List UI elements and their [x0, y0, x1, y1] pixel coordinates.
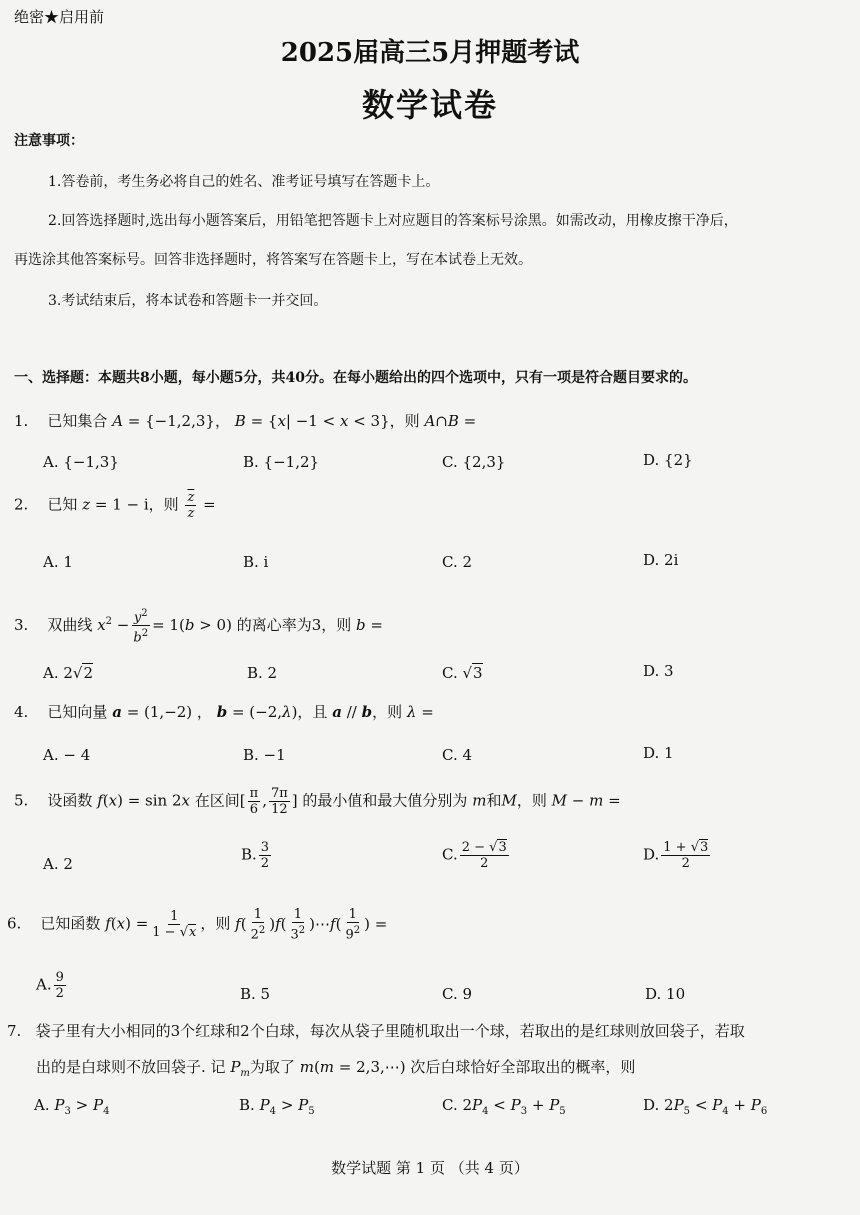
math-expr: b =	[356, 615, 383, 634]
question-number: 4.	[14, 703, 29, 721]
question-text: 已知集合	[47, 412, 108, 430]
question-1	[14, 410, 476, 431]
question-7-line-2	[36, 1056, 635, 1079]
question-number: 1.	[14, 412, 29, 430]
math-expr: f(x) = sin 2x	[97, 791, 190, 810]
question-7	[7, 1020, 745, 1041]
math-expr: $P_m$	[230, 1058, 250, 1079]
question-text: 在区间	[194, 791, 240, 810]
question-text: 已知	[47, 495, 78, 514]
question-number: 2.	[14, 495, 29, 514]
question-number: 6.	[7, 914, 22, 933]
question-text: 设函数	[47, 791, 93, 810]
option-d: D. $\frac{1 + √3}{2}$	[643, 840, 709, 871]
option-b: B. $\frac{3}{2}$	[241, 840, 270, 871]
exam-subtitle: 数学试卷	[361, 86, 498, 124]
math-expr: λ =	[406, 703, 434, 721]
math-expr: M − m =	[551, 791, 621, 810]
option-a: A. − 4	[43, 746, 91, 764]
option-d: D. 3	[643, 662, 674, 680]
section-heading: 一、选择题：本题共8小题，每小题5分，共40分。在每小题给出的四个选项中，只有一项是符合题目要求的。	[14, 370, 697, 386]
option-b: B. {−1,2}	[243, 453, 320, 471]
question-text: 双曲线	[47, 615, 93, 634]
question-number: 5.	[14, 791, 29, 810]
question-text: ，则	[200, 914, 231, 933]
option-a: A. {−1,3}	[43, 453, 119, 471]
option-d: D. 2i	[643, 551, 679, 569]
question-text: ，则	[516, 791, 547, 810]
question-text: 和	[486, 791, 502, 810]
option-a: A. $P_3 > P_4$	[34, 1096, 110, 1117]
math-fraction: $\frac{7\pi}{12}$	[270, 786, 288, 817]
question-text: 已知函数	[40, 914, 101, 933]
option-d: D. 10	[645, 985, 686, 1003]
option-c: C. √3	[442, 664, 483, 682]
option-d: D. 1	[643, 744, 674, 762]
notice-item-2b: 再选涂其他答案标号。回答非选择题时，将答案写在答题卡上，写在本试卷上无效。	[14, 252, 532, 268]
option-c: C. $\frac{2 - √3}{2}$	[442, 840, 507, 871]
math-expr: A∩B =	[424, 412, 477, 430]
option-c: C. {2,3}	[442, 453, 506, 471]
math-expr: f(x) =	[105, 914, 149, 933]
question-text: 出的是白球则不放回袋子. 记	[36, 1058, 226, 1076]
notice-item-3: 3.考试结束后，将本试卷和答题卡一并交回。	[48, 293, 328, 309]
question-text: 次后白球恰好全部取出的概率，则	[410, 1058, 636, 1076]
math-expr: a = (1,−2)	[112, 703, 193, 721]
option-c: C. 9	[442, 985, 473, 1003]
option-b: B. −1	[243, 746, 286, 764]
option-b: B. $P_4 > P_5$	[239, 1096, 315, 1117]
math-expr: $x^2$ −	[97, 615, 130, 634]
option-c: C. 2	[442, 553, 473, 571]
math-expr: = 1(b > 0)	[152, 615, 232, 634]
math-fraction: $\frac{1}{1 - √x}$	[152, 909, 197, 941]
question-text: ，则	[372, 703, 403, 721]
math-expr: b = (−2,λ)	[216, 703, 298, 721]
notice-item-2a: 2.回答选择题时,选出每小题答案后，用铅笔把答题卡上对应题目的答案标号涂黑。如需改动，用橡皮擦干净后，	[48, 213, 738, 229]
option-d: D. $2P_5 < P_4 + P_6$	[643, 1096, 768, 1117]
math-fraction: $\frac{\pi}{6}$	[249, 786, 259, 817]
question-text: 袋子里有大小相同的3个红球和2个白球，每次从袋子里随机取出一个球，若取出的是红球则放回袋子，若取	[35, 1022, 745, 1040]
page-footer: 数学试题 第 1 页 （共 4 页）	[331, 1159, 529, 1177]
option-a: A. 2	[43, 855, 73, 873]
option-b: B. i	[243, 553, 269, 571]
option-a: A. $\frac{9}{2}$	[36, 970, 64, 1001]
question-6	[7, 907, 387, 942]
math-expr: m(m = 2,3,⋯)	[299, 1058, 406, 1076]
question-text: ，则	[389, 412, 420, 430]
question-number: 7.	[7, 1022, 22, 1040]
question-text: 已知向量	[47, 703, 108, 721]
question-text: 为取了	[249, 1058, 295, 1076]
option-a: A. 1	[43, 553, 73, 571]
option-c: C. $2P_4 < P_3 + P_5$	[442, 1096, 566, 1117]
math-fraction: $\frac{\overline{z}}{z}$	[187, 490, 195, 521]
confidential-label: 绝密★启用前	[14, 8, 105, 26]
notice-heading: 注意事项：	[14, 133, 84, 149]
question-text: ，且	[297, 703, 328, 721]
exam-title: 2025届高三5月押题考试	[280, 38, 580, 68]
option-d: D. {2}	[643, 451, 693, 469]
question-text: ，	[214, 412, 230, 430]
math-expr: f( $\frac{1}{2^2}$ )f( $\frac{1}{3^2}$ )⋯f( $\frac{1}{9^2}$ ) =	[235, 907, 388, 943]
question-4: 4. 已知向量 a = (1,−2) ， b = (−2,λ)，且 a // b，则 λ =	[14, 703, 434, 721]
question-text: ，则	[148, 495, 179, 514]
notice-item-1: 1.答卷前，考生务必将自己的姓名、准考证号填写在答题卡上。	[48, 174, 440, 190]
math-expr: z = 1 − i	[82, 495, 149, 514]
math-expr: a // b	[332, 703, 373, 721]
math-fraction: $\frac{y^2}{b^2}$	[133, 608, 149, 646]
option-a: A. 2√2	[43, 664, 94, 682]
option-b: B. 2	[247, 664, 278, 682]
option-c: C. 4	[442, 746, 473, 764]
question-text: 的离心率为3，则	[236, 615, 352, 634]
question-text: 的最小值和最大值分别为	[302, 791, 468, 810]
question-3	[14, 606, 383, 646]
math-expr: B = {x| −1 < x < 3}	[234, 412, 390, 430]
option-b: B. 5	[240, 985, 271, 1003]
question-5: 5. 设函数 f(x) = sin 2x 在区间[ $\frac{\pi}{6}$ , $\frac{7\pi}{12}$ ] 的最小值和最大值分别为 m和M，则 M − m =	[14, 786, 621, 817]
question-2: 2. 已知 z = 1 − i，则 $\frac{\overline{z}}{z}$ =	[14, 490, 216, 521]
math-expr: A = {−1,2,3}	[112, 412, 215, 430]
question-number: 3.	[14, 615, 29, 634]
